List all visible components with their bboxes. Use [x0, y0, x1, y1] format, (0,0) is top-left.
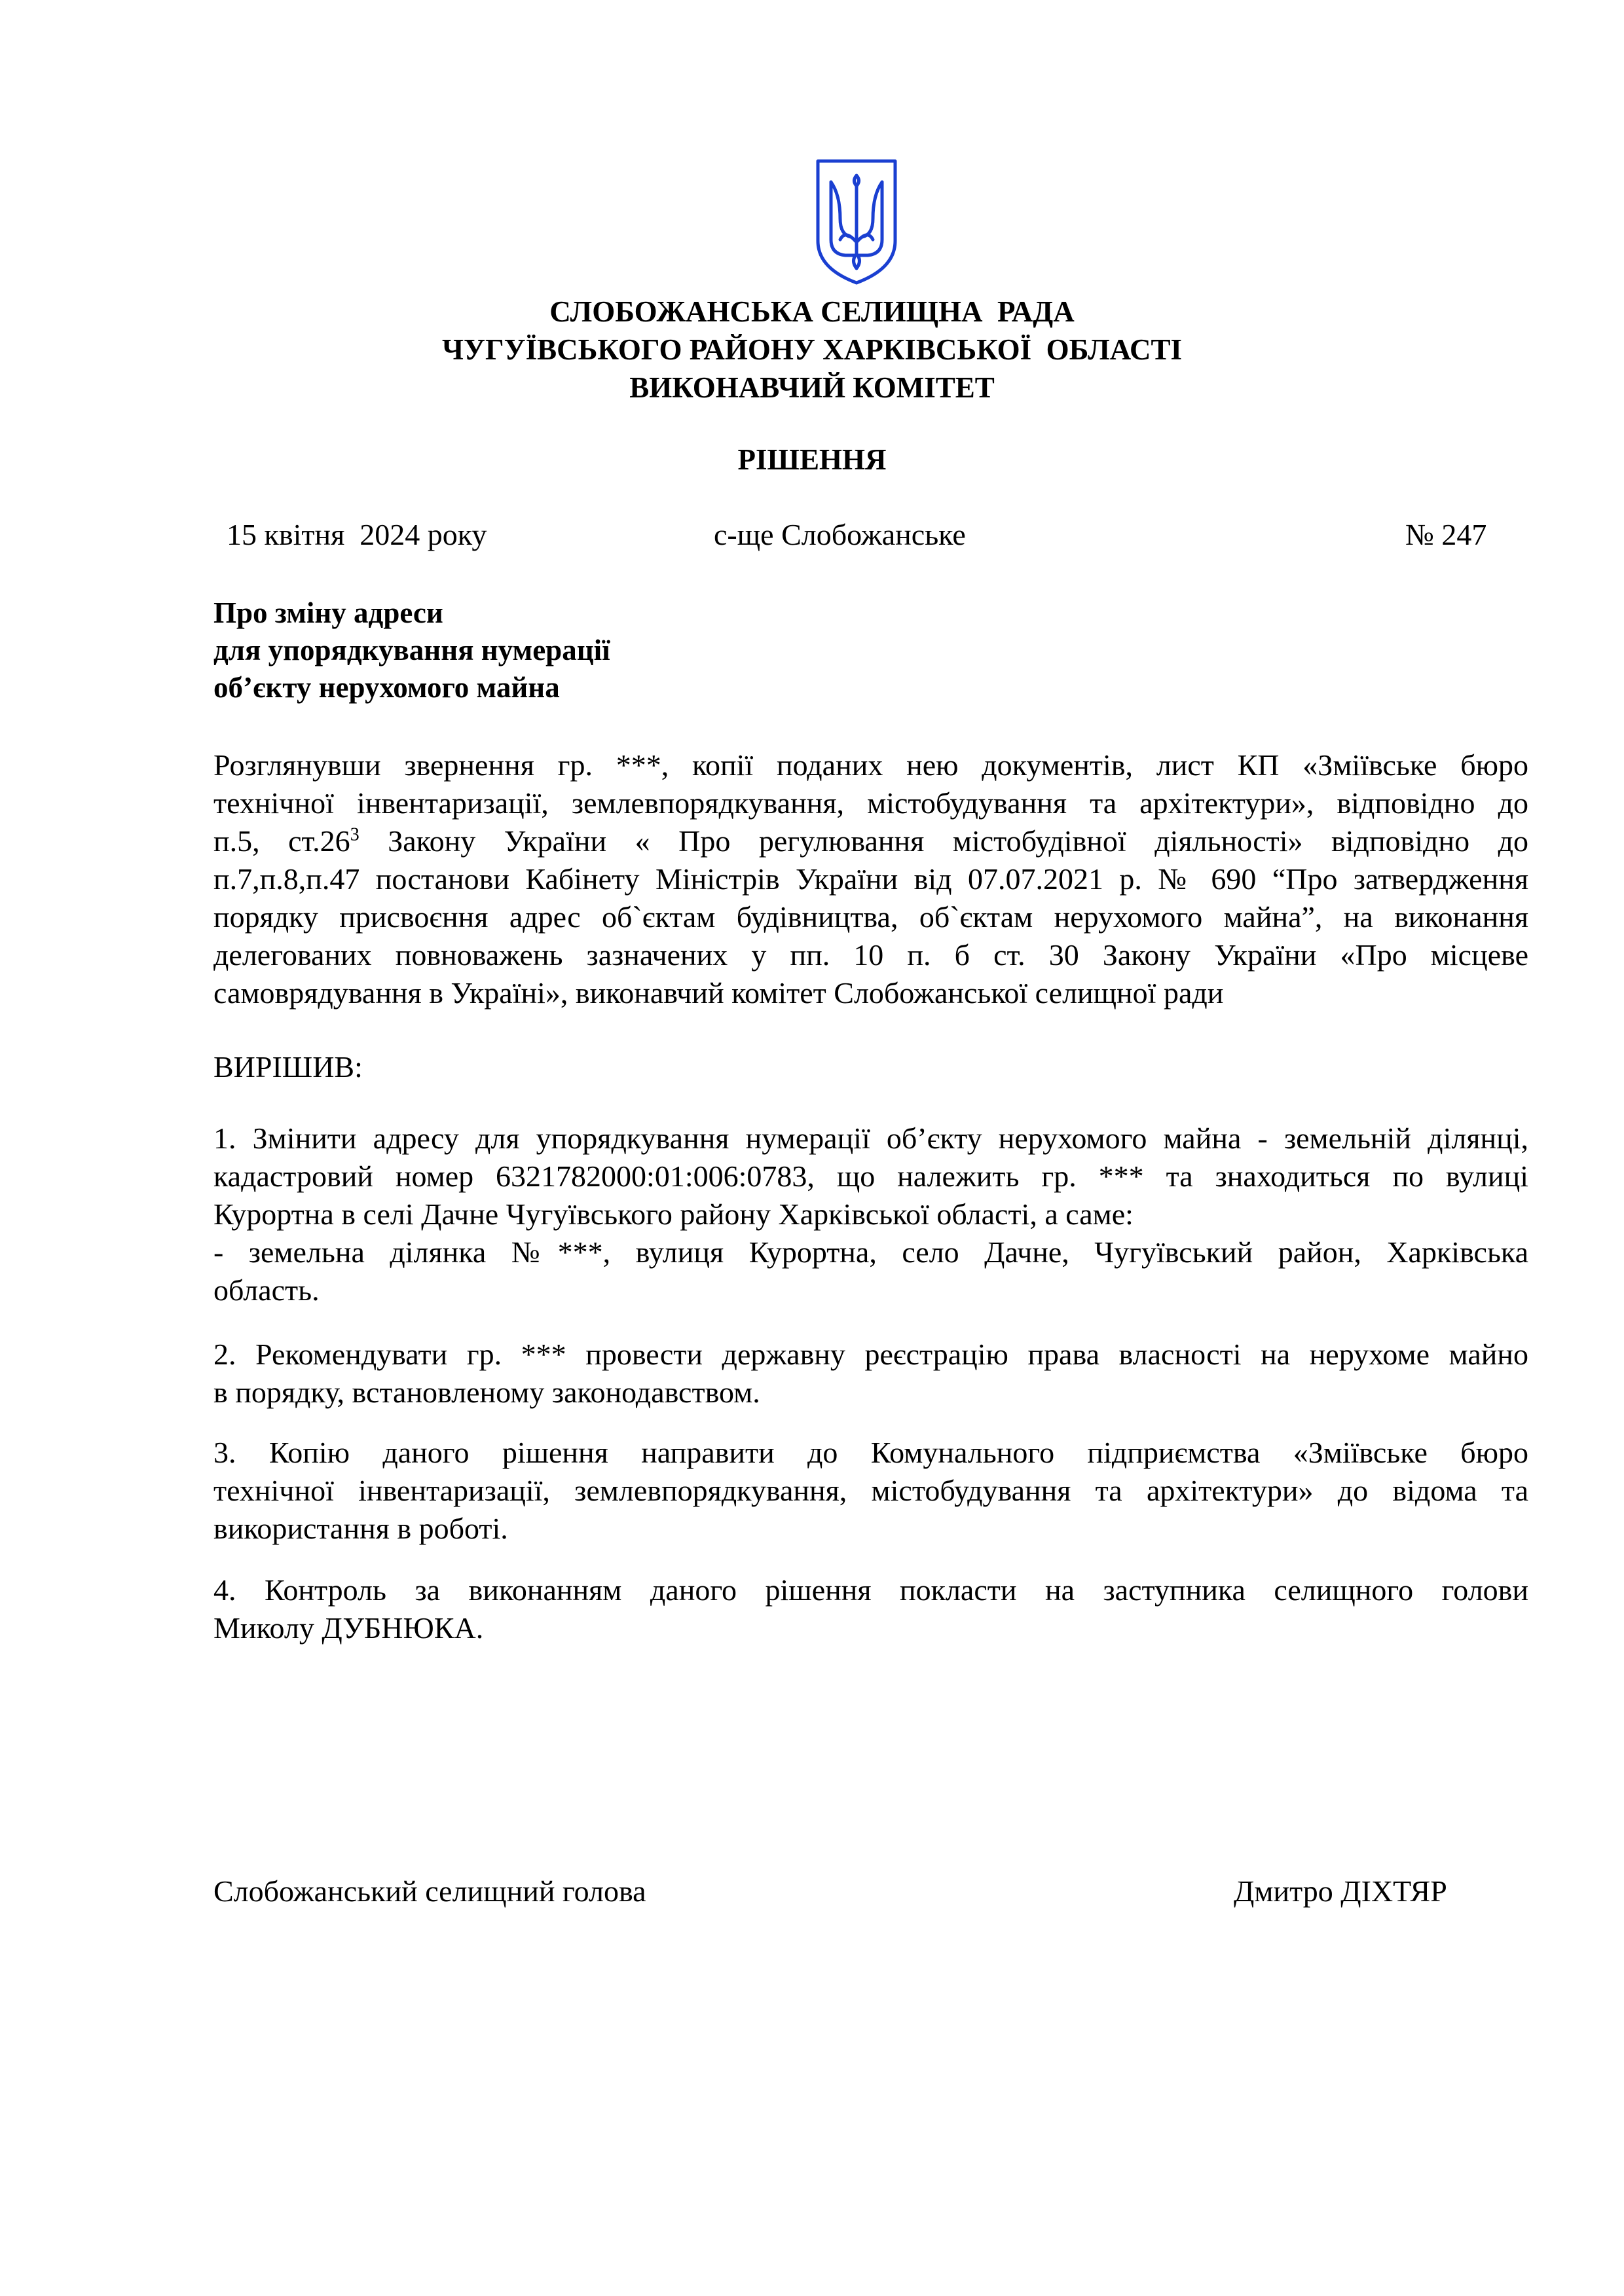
decided-label: ВИРІШИВ: — [213, 1050, 363, 1084]
item-line: 3. Копію даного рішення направити до Комунального підприємства «Зміївське бюро — [213, 1436, 1528, 1469]
preamble-line: порядку присвоєння адрес об`єктам будівництва, об`єктам нерухомого майна”, на виконання — [213, 900, 1528, 934]
document-title: РІШЕННЯ — [737, 443, 887, 476]
item-line: 4. Контроль за виконанням даного рішення покласти на заступника селищного голови — [213, 1573, 1528, 1607]
preamble-fragment: п.5, ст.26 — [213, 824, 350, 858]
preamble-line: п.7,п.8,п.47 постанови Кабінету Міністрів України від 07.07.2021 р. № 690 “Про затвердження — [213, 862, 1528, 896]
subject-line: об’єкту нерухомого майна — [213, 671, 560, 704]
preamble-paragraph — [213, 746, 1528, 1012]
item-line: область. — [213, 1273, 320, 1307]
decision-item-3 — [213, 1434, 1528, 1548]
decision-number: № 247 — [1405, 518, 1487, 551]
item-line: в порядку, встановленому законодавством. — [213, 1376, 760, 1409]
decision-item-4 — [213, 1571, 1528, 1647]
item-line: 2. Рекомендувати гр. *** провести державну реєстрацію права власності на нерухоме майно — [213, 1338, 1528, 1371]
preamble-line: делегованих повноважень зазначених у пп. 10 п. б ст. 30 Закону України «Про місцеве — [213, 938, 1528, 972]
superscript: 3 — [350, 824, 360, 845]
decision-subject — [213, 594, 610, 706]
preamble-line: Розглянувши звернення гр. ***, копії поданих нею документів, лист КП «Зміївське бюро — [213, 748, 1528, 782]
coat-of-arms-icon — [814, 156, 899, 287]
preamble-line: самоврядування в Україні», виконавчий комітет Слобожанської селищної ради — [213, 976, 1224, 1010]
item-line: технічної інвентаризації, землевпорядкування, містобудування та архітектури» до відома та — [213, 1474, 1528, 1507]
signatory-position: Слобожанський селищний голова — [213, 1874, 646, 1908]
header-executive-committee: ВИКОНАВЧИЙ КОМІТЕТ — [629, 371, 995, 404]
subject-line: для упорядкування нумерації — [213, 634, 610, 666]
decision-date: 15 квітня 2024 року — [227, 518, 487, 551]
item-line: Миколу ДУБНЮКА. — [213, 1611, 484, 1645]
item-line: використання в роботі. — [213, 1512, 508, 1545]
preamble-fragment: Закону України « Про регулювання містобудівної діяльності» відповідно до — [359, 824, 1528, 858]
decision-item-2 — [213, 1336, 1528, 1412]
item-line: кадастровий номер 6321782000:01:006:0783, що належить гр. *** та знаходиться по вулиці — [213, 1159, 1528, 1193]
header-region-name: ЧУГУЇВСЬКОГО РАЙОНУ ХАРКІВСЬКОЇ ОБЛАСТІ — [441, 333, 1183, 366]
preamble-line — [213, 822, 1528, 860]
item-line: 1. Змінити адресу для упорядкування нумерації об’єкту нерухомого майна - земельній ділянці, — [213, 1121, 1528, 1155]
organization-header — [0, 293, 1624, 407]
item-line: - земельна ділянка №***, вулиця Курортна, село Дачне, Чугуївський район, Харківська — [213, 1235, 1528, 1269]
subject-line: Про зміну адреси — [213, 596, 443, 629]
decision-item-1 — [213, 1120, 1528, 1309]
item-line: Курортна в селі Дачне Чугуївського району Харківської області, а саме: — [213, 1197, 1134, 1231]
header-council-name: СЛОБОЖАНСЬКА СЕЛИЩНА РАДА — [549, 295, 1075, 328]
preamble-line: технічної інвентаризації, землевпорядкування, містобудування та архітектури», відповідно до — [213, 786, 1528, 820]
signatory-name: Дмитро ДІХТЯР — [1234, 1874, 1447, 1908]
decision-place: с-ще Слобожанське — [714, 518, 966, 551]
